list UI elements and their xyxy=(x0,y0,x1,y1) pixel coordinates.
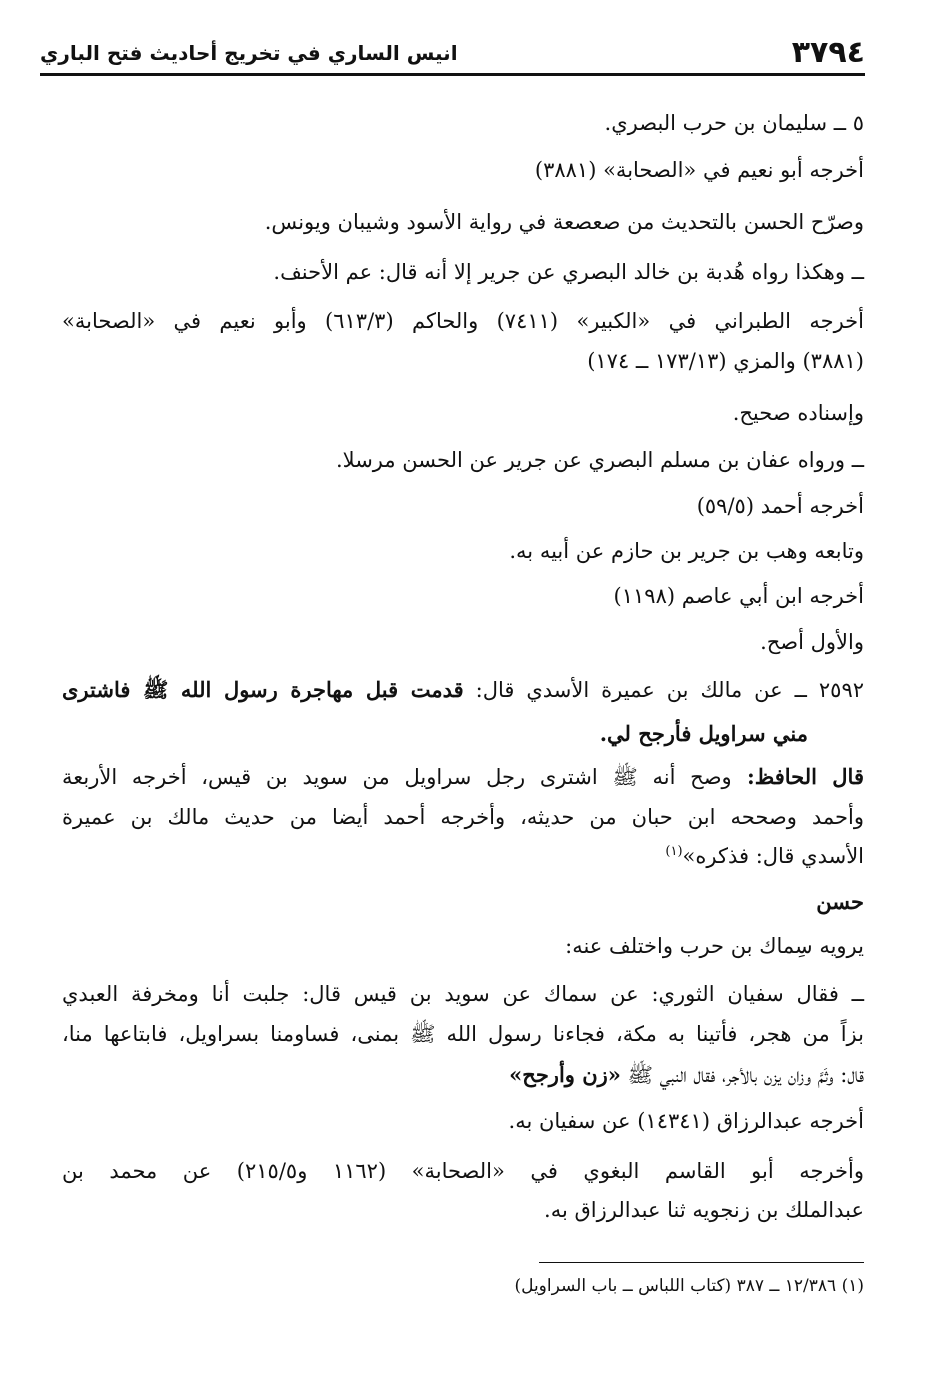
hafiz-text-end: الأسدي قال: فذكره» xyxy=(682,844,864,868)
page-header xyxy=(40,36,865,72)
body-line xyxy=(62,840,864,872)
hadith-text: قدمت قبل مهاجرة رسول الله ﷺ فاشترى xyxy=(62,677,464,702)
body-line xyxy=(62,761,864,793)
quoted-saying: «زن وأرجح» xyxy=(509,1062,621,1087)
body-line: ٥ ــ سليمان بن حرب البصري. xyxy=(604,111,864,135)
body-line: وصرّح الحسن بالتحديث من صعصعة في رواية الأسود وشيبان ويونس. xyxy=(264,210,864,234)
body-line: أخرجه عبدالرزاق (١٤٣٤١) عن سفيان به. xyxy=(508,1109,864,1133)
body-line: أخرجه الطبراني في «الكبير» (٧٤١١) والحاكم (٦١٣/٣) وأبو نعيم في «الصحابة» xyxy=(62,309,864,333)
footnote-rule xyxy=(539,1262,864,1263)
header-rule xyxy=(40,73,865,76)
body-line: أخرجه أحمد (٥٩/٥) xyxy=(696,494,864,518)
hadith-heading xyxy=(62,674,864,706)
body-line: ــ وهكذا رواه هُدبة بن خالد البصري عن جرير إلا أنه قال: عم الأحنف. xyxy=(273,260,864,284)
footnote-reference: (١) xyxy=(665,844,683,859)
hafiz-label: قال الحافظ: xyxy=(731,764,864,789)
hadith-text-continuation: مني سراويل فأرجح لي. xyxy=(599,721,808,746)
body-line: وأخرجه أبو القاسم البغوي في «الصحابة» (١١٦٢ و٢١٥/٥) عن محمد بن xyxy=(62,1159,864,1183)
body-line: ــ فقال سفيان الثوري: عن سماك عن سويد بن قيس قال: جلبت أنا ومخرفة العبدي xyxy=(62,982,864,1006)
body-line xyxy=(62,1059,864,1091)
body-line: أخرجه ابن أبي عاصم (١١٩٨) xyxy=(613,584,864,608)
body-line: ــ ورواه عفان بن مسلم البصري عن جرير عن الحسن مرسلا. xyxy=(335,448,864,472)
body-line: يرويه سِماك بن حرب واختلف عنه: xyxy=(565,934,864,958)
running-title: انيس الساري في تخريج أحاديث فتح الباري xyxy=(40,41,458,65)
hafiz-text: وصح أنه ﷺ اشترى رجل سراويل من سويد بن قيس، أخرجه الأربعة xyxy=(62,765,732,789)
body-line: والأول أصح. xyxy=(760,630,864,654)
body-line: (٣٨٨١) والمزي (١٧٣/١٣ ــ ١٧٤) xyxy=(587,349,864,373)
body-line: أخرجه أبو نعيم في «الصحابة» (٣٨٨١) xyxy=(534,158,864,182)
body-line: بزاً من هجر، فأتينا به مكة، فجاءنا رسول الله ﷺ بمنى، فساومنا بسراويل، فابتاعها منا، xyxy=(62,1022,864,1046)
grade-label: حسن xyxy=(816,889,864,914)
body-text: قال: وثَمَّ وزان يزن بالأجر، فقال النبي ﷺ xyxy=(620,1063,864,1087)
hadith-number-intro: ٢٥٩٢ ــ عن مالك بن عميرة الأسدي قال: xyxy=(463,678,865,702)
body-line: وإسناده صحيح. xyxy=(732,401,864,425)
footnote: (١) ١٢/٣٨٦ ــ ٣٨٧ (كتاب اللباس ــ باب السراويل) xyxy=(514,1276,864,1296)
page-number: ٣٧٩٤ xyxy=(791,35,865,70)
body-line: عبدالملك بن زنجويه ثنا عبدالرزاق به. xyxy=(544,1198,864,1222)
body-line: وأحمد وصححه ابن حبان من حديثه، وأخرجه أحمد أيضا من حديث مالك بن عميرة xyxy=(62,805,864,829)
body-line: وتابعه وهب بن جرير بن حازم عن أبيه به. xyxy=(509,539,864,563)
